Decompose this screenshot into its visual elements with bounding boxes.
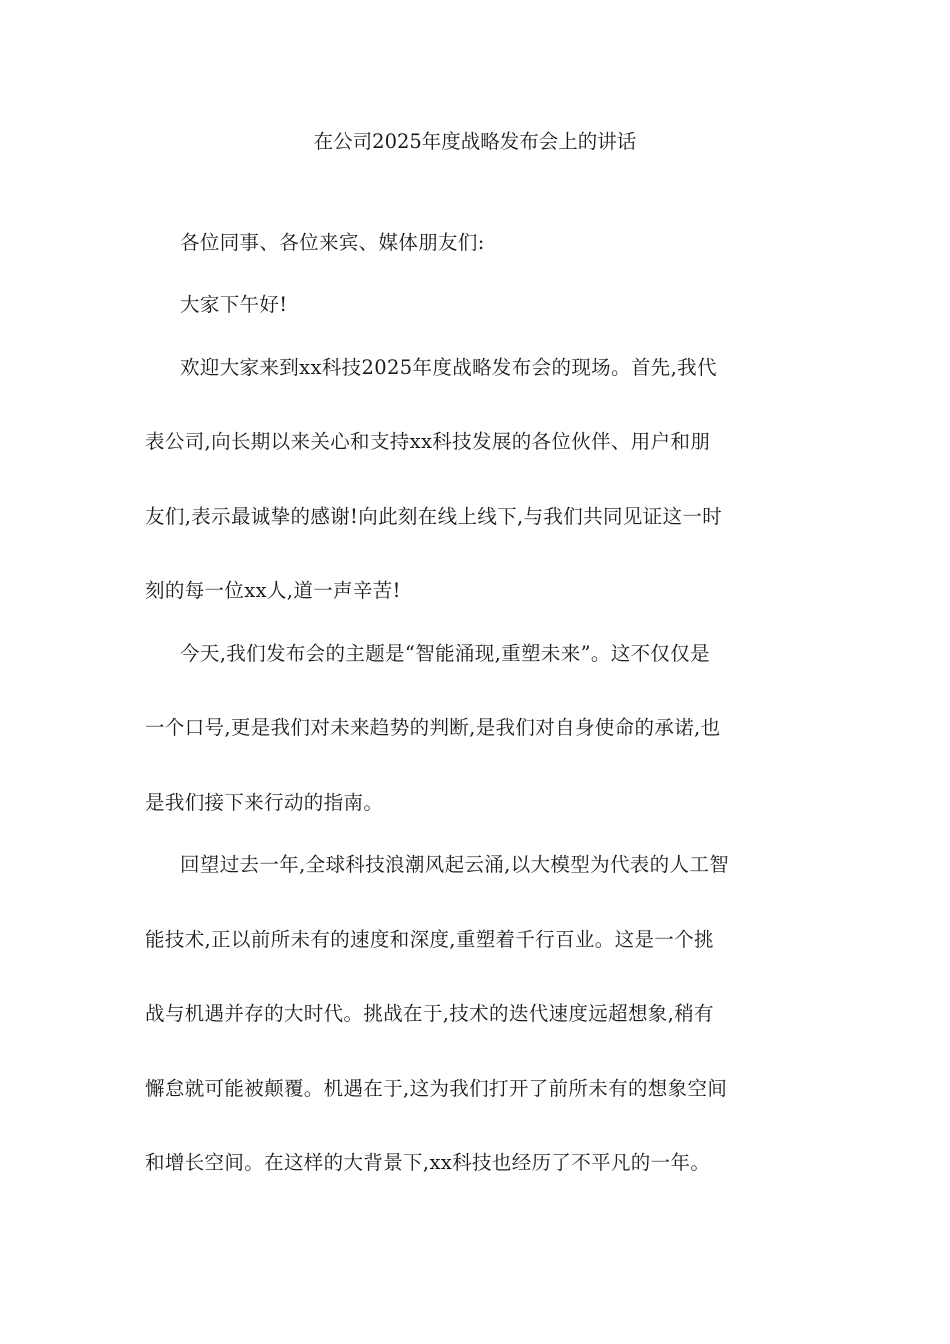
paragraph-line: 懈怠就可能被颠覆。机遇在于,这为我们打开了前所未有的想象空间 xyxy=(145,1077,728,1100)
paragraph-line: 回望过去一年,全球科技浪潮风起云涌,以大模型为代表的人工智 xyxy=(180,853,730,876)
paragraph-line: 能技术,正以前所未有的速度和深度,重塑着千行百业。这是一个挑 xyxy=(145,928,714,951)
paragraph-line: 一个口号,更是我们对未来趋势的判断,是我们对自身使命的承诺,也 xyxy=(145,716,721,739)
document-title: 在公司2025年度战略发布会上的讲话 xyxy=(313,130,637,153)
paragraph-line: 今天,我们发布会的主题是“智能涌现,重塑未来”。这不仅仅是 xyxy=(180,642,710,665)
paragraph-line: 欢迎大家来到xx科技2025年度战略发布会的现场。首先,我代 xyxy=(180,356,717,379)
paragraph-line: 表公司,向长期以来关心和支持xx科技发展的各位伙伴、用户和朋 xyxy=(145,430,711,453)
paragraph-line: 友们,表示最诚挚的感谢!向此刻在线上线下,与我们共同见证这一时 xyxy=(145,505,723,528)
greeting: 大家下午好! xyxy=(180,293,288,316)
salutation: 各位同事、各位来宾、媒体朋友们: xyxy=(180,231,485,254)
paragraph-line: 战与机遇并存的大时代。挑战在于,技术的迭代速度远超想象,稍有 xyxy=(145,1002,714,1025)
paragraph-line: 是我们接下来行动的指南。 xyxy=(145,791,384,814)
paragraph-line: 刻的每一位xx人,道一声辛苦! xyxy=(145,579,401,602)
paragraph-line: 和增长空间。在这样的大背景下,xx科技也经历了不平凡的一年。 xyxy=(145,1151,711,1174)
